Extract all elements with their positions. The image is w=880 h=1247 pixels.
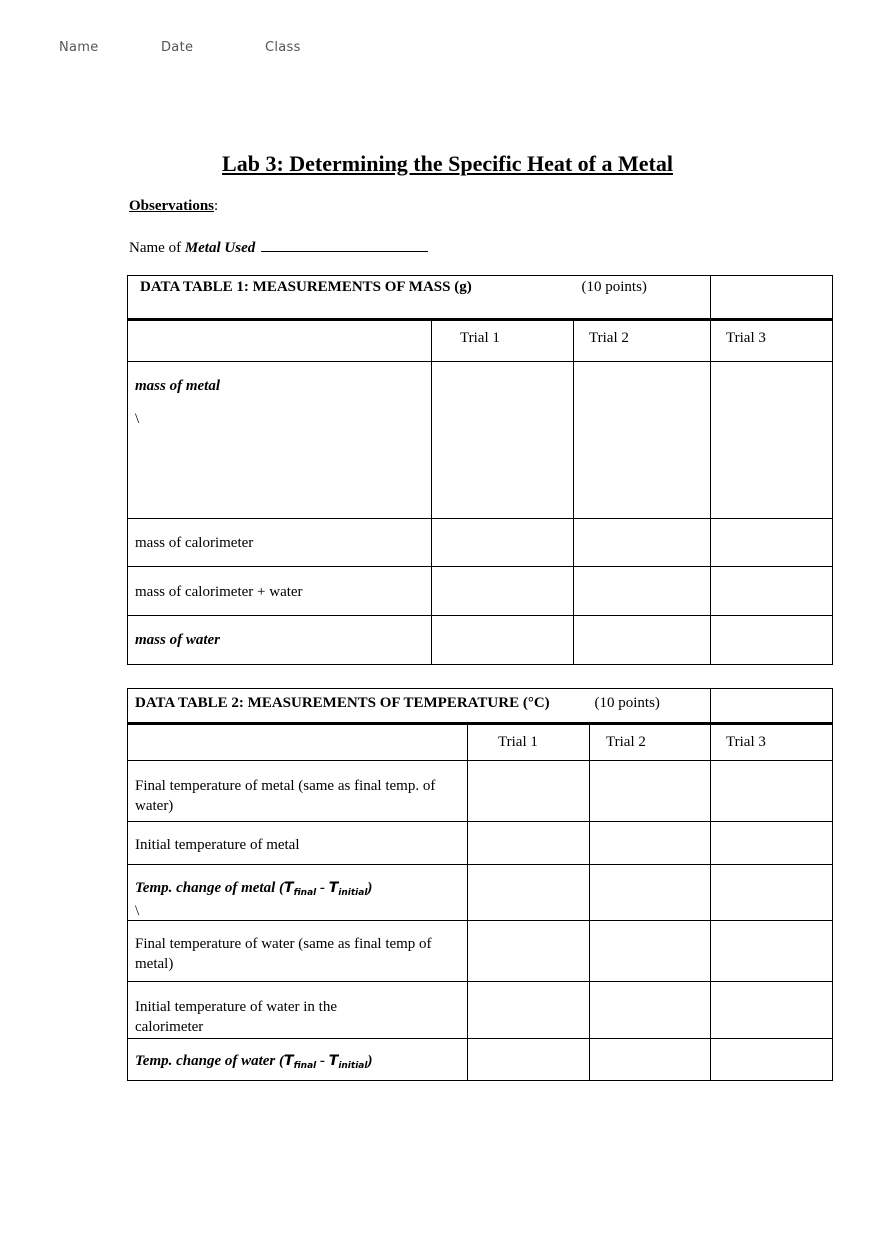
- input-cell[interactable]: [711, 1039, 833, 1081]
- input-cell[interactable]: [711, 982, 833, 1039]
- row-label-mass-of-water: mass of water: [128, 616, 432, 665]
- table-row: [128, 616, 833, 665]
- row-label-initial-temp-water: Initial temperature of water in the calorimeter: [128, 982, 468, 1039]
- table2-trial-1-header: Trial 1: [468, 724, 590, 761]
- row-label-initial-temp-metal: Initial temperature of metal: [128, 822, 468, 865]
- table1-trial-1-header: Trial 1: [432, 320, 574, 362]
- input-cell[interactable]: [432, 616, 574, 665]
- row-label-temp-change-metal: Temp. change of metal $(T_{final} - T_{initial})$ \: [128, 865, 468, 921]
- input-cell[interactable]: [711, 822, 833, 865]
- input-cell[interactable]: [468, 921, 590, 982]
- table1-score-cell[interactable]: [711, 276, 833, 320]
- table1-trial-2-header: Trial 2: [574, 320, 711, 362]
- input-cell[interactable]: [590, 761, 711, 822]
- table1-corner-cell: [128, 320, 432, 362]
- table2-score-cell[interactable]: [711, 689, 833, 724]
- input-cell[interactable]: [711, 921, 833, 982]
- table2-caption: DATA TABLE 2: MEASUREMENTS OF TEMPERATURE (°C) (10 points): [128, 689, 711, 724]
- input-cell[interactable]: [468, 822, 590, 865]
- table-row: [128, 519, 833, 567]
- input-cell[interactable]: [574, 616, 711, 665]
- table-row: [128, 567, 833, 616]
- input-cell[interactable]: [711, 567, 833, 616]
- input-cell[interactable]: [711, 761, 833, 822]
- class-label: Class: [265, 40, 301, 55]
- row-label-mass-of-calorimeter-water: mass of calorimeter + water: [128, 567, 432, 616]
- data-table-1: [127, 275, 833, 665]
- row-label-mass-of-metal: mass of metal \: [128, 362, 432, 519]
- input-cell[interactable]: [468, 982, 590, 1039]
- input-cell[interactable]: [574, 519, 711, 567]
- table1-caption: DATA TABLE 1: MEASUREMENTS OF MASS (g) (10 points): [128, 276, 711, 320]
- input-cell[interactable]: [432, 519, 574, 567]
- table-row: [128, 362, 833, 519]
- data-table-2: [127, 688, 833, 1081]
- name-label: Name: [59, 40, 99, 55]
- input-cell[interactable]: [711, 865, 833, 921]
- table-row: [128, 921, 833, 982]
- table-row: [128, 761, 833, 822]
- input-cell[interactable]: [574, 362, 711, 519]
- table-row: [128, 822, 833, 865]
- table-row: [128, 865, 833, 921]
- input-cell[interactable]: [590, 1039, 711, 1081]
- row-label-final-temp-water: Final temperature of water (same as final temp of metal): [128, 921, 468, 982]
- metal-used-field: Name of Metal Used: [129, 237, 428, 257]
- row-label-temp-change-water: Temp. change of water $(T_{final} - T_{initial})$: [128, 1039, 468, 1081]
- date-label: Date: [161, 40, 194, 55]
- table-row: [128, 982, 833, 1039]
- table1-points: (10 points): [581, 279, 647, 295]
- input-cell[interactable]: [574, 567, 711, 616]
- input-cell[interactable]: [711, 616, 833, 665]
- input-cell[interactable]: [711, 362, 833, 519]
- page-title: Lab 3: Determining the Specific Heat of a Metal: [222, 151, 673, 176]
- table1-trial-3-header: Trial 3: [711, 320, 833, 362]
- table2-corner-cell: [128, 724, 468, 761]
- table2-trial-3-header: Trial 3: [711, 724, 833, 761]
- input-cell[interactable]: [468, 1039, 590, 1081]
- input-cell[interactable]: [468, 865, 590, 921]
- table2-trial-2-header: Trial 2: [590, 724, 711, 761]
- input-cell[interactable]: [711, 519, 833, 567]
- row-label-mass-of-calorimeter: mass of calorimeter: [128, 519, 432, 567]
- row-label-final-temp-metal: Final temperature of metal (same as final temp. of water): [128, 761, 468, 822]
- input-cell[interactable]: [590, 865, 711, 921]
- input-cell[interactable]: [432, 362, 574, 519]
- input-cell[interactable]: [468, 761, 590, 822]
- observations-heading: Observations:: [129, 198, 219, 214]
- table-row: [128, 1039, 833, 1081]
- input-cell[interactable]: [590, 822, 711, 865]
- table2-points: (10 points): [594, 695, 660, 711]
- metal-used-blank[interactable]: [261, 237, 428, 252]
- input-cell[interactable]: [590, 921, 711, 982]
- input-cell[interactable]: [432, 567, 574, 616]
- input-cell[interactable]: [590, 982, 711, 1039]
